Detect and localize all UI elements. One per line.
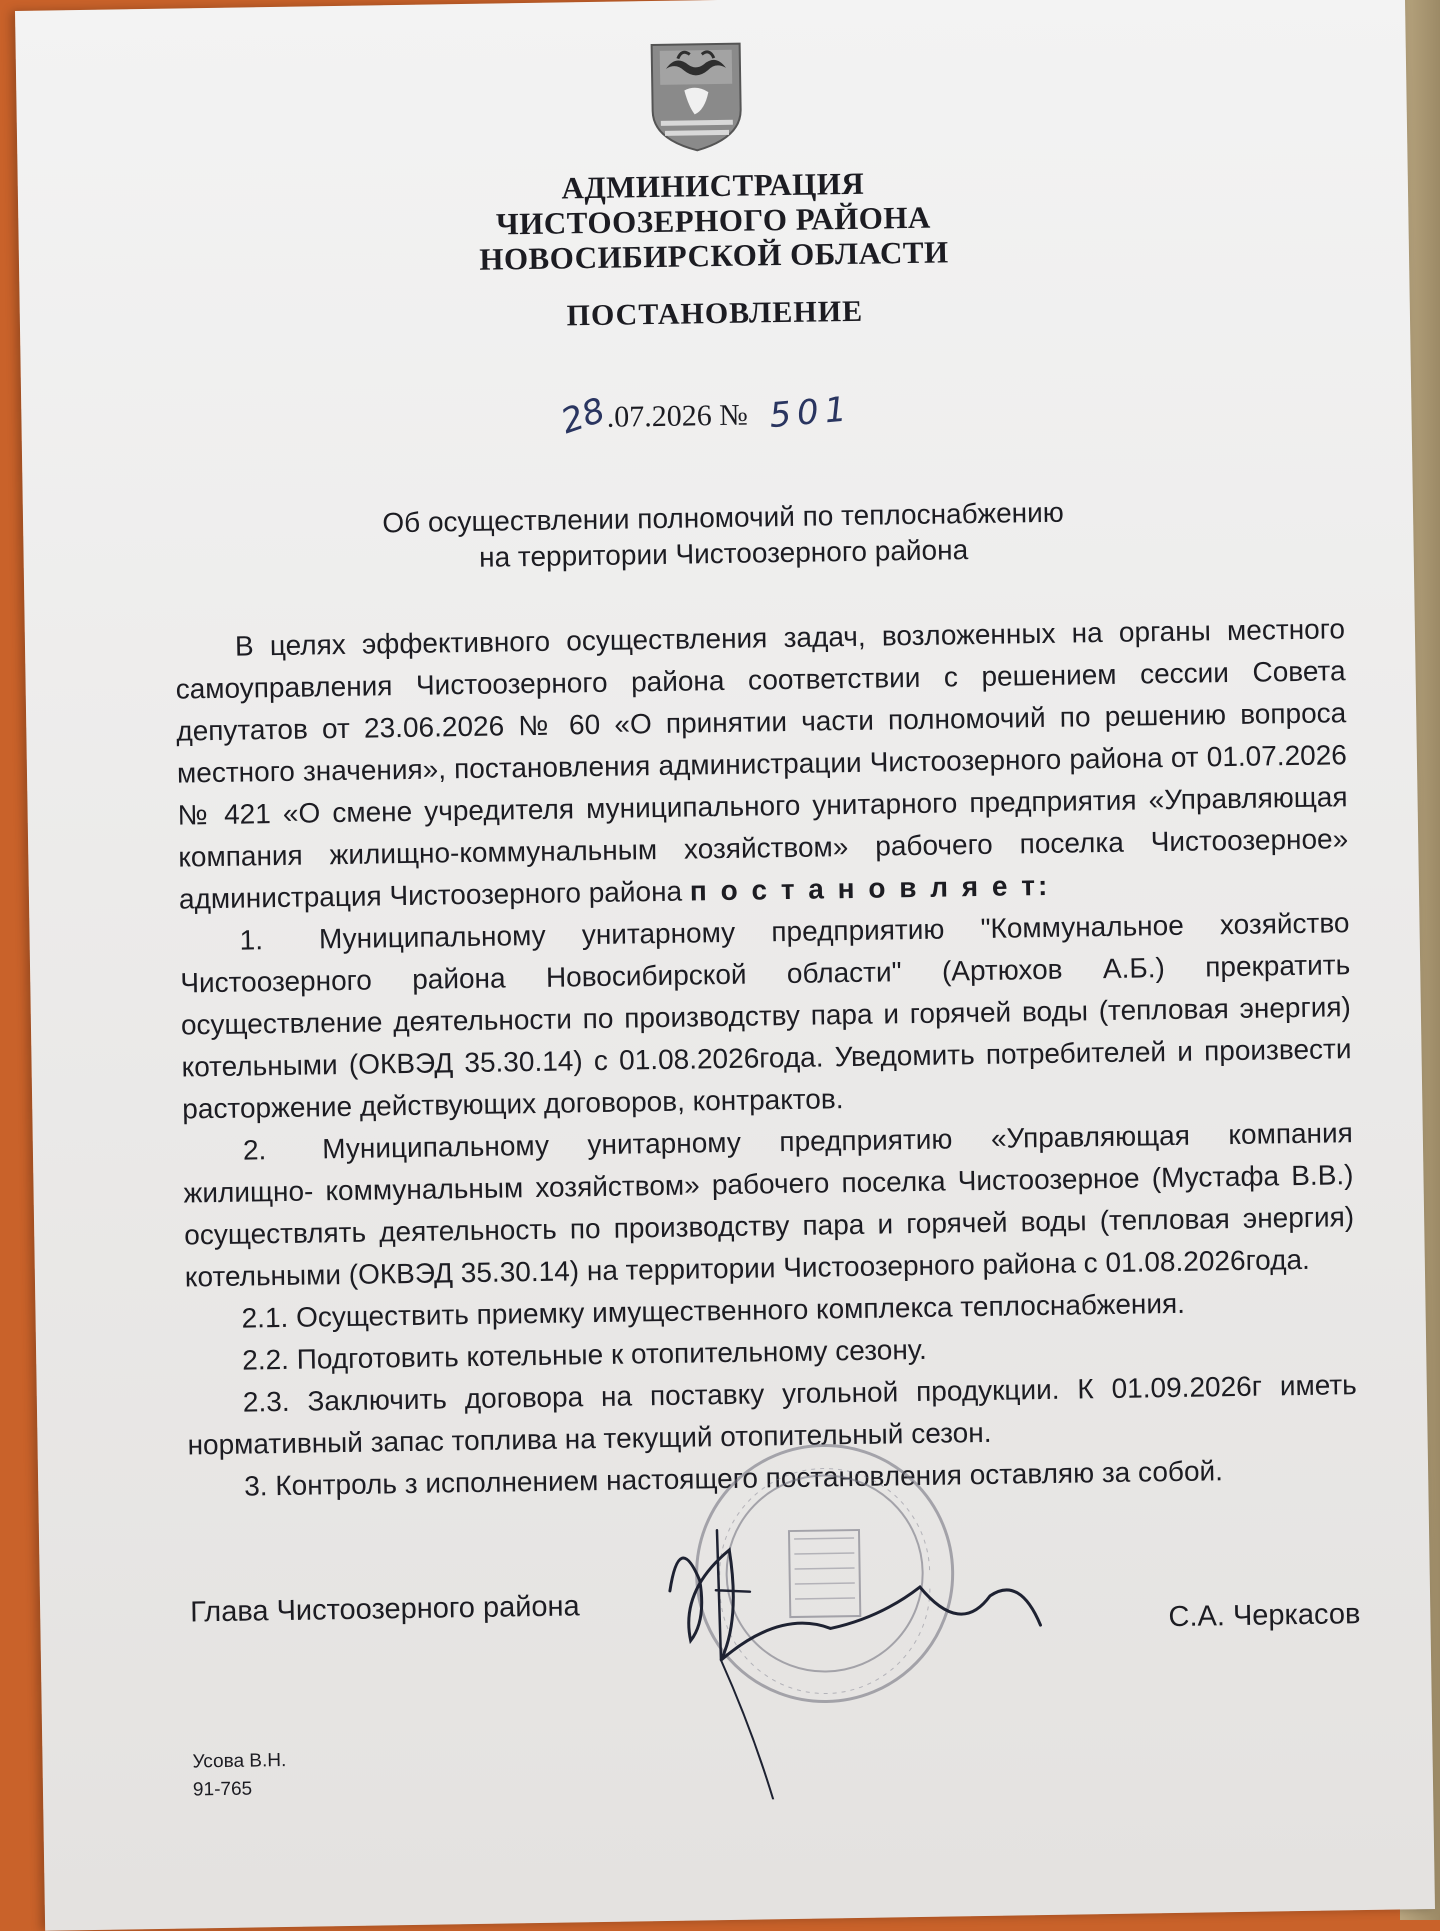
document-type: ПОСТАНОВЛЕНИЕ <box>566 294 864 333</box>
clause-1: 1. Муниципальному унитарному предприятию "Коммунальное хозяйство Чистоозерного района Новосибирской области" (Артюхов А.Б.) прекратить осуществление деятельности по производству пара и горячей воды (тепловая энергия) котельными (ОКВЭД 35.30.14) с 01.08.2026года. Уведомить потребителей и произвести расторжение действующих договоров, контрактов. <box>180 907 1352 1125</box>
preamble-text: В целях эффективного осуществления задач, возложенных на органы местного самоуправления Чистоозерного района соответствии с решением сессии Совета депутатов от 23.06.2026 № 60 «О принятии части полномочий по решению вопроса местного значения», постановления администрации Чистоозерного района от 01.07.2026 № 421 «О смене учредителя муниципального унитарного предприятия «Управляющая компания жилищно-коммунальным хозяйством» рабочего поселка Чистоозерное» администрация Чистоозерного района <box>175 613 1349 915</box>
issuer-line-1: АДМИНИСТРАЦИЯ <box>561 165 865 206</box>
signatory-position: Глава Чистоозерного района <box>189 1590 580 1629</box>
clause-2-2: 2.2. Подготовить котельные к отопительному сезону. <box>241 1333 927 1376</box>
handwritten-day: 28 <box>556 390 611 443</box>
date-number-line <box>556 389 855 443</box>
subject-line-1: Об осуществлении полномочий по теплоснабжению <box>382 496 1064 539</box>
printed-date: .07.2026 № <box>606 398 749 434</box>
coat-of-arms-icon <box>646 40 748 154</box>
issuer-header <box>18 157 1409 284</box>
document-content <box>15 0 1435 1931</box>
document-body <box>175 608 1359 1508</box>
executor-block <box>192 1747 287 1804</box>
executor-phone: 91-765 <box>192 1778 253 1801</box>
handwritten-signature <box>658 1465 1063 1801</box>
handwritten-number: 501 <box>768 389 855 437</box>
clause-2-1: 2.1. Осуществить приемку имущественного комплекса теплоснабжения. <box>241 1287 1186 1334</box>
clause-2: 2. Муниципальному унитарному предприятию «Управляющая компания жилищно- коммунальным хозяйством» рабочего поселка Чистоозерное (Мустафа В.В.) осуществлять деятельность по производству пара и горячей воды (тепловая энергия) котельными (ОКВЭД 35.30.14) на территории Чистоозерного района с 01.08.2026года. <box>183 1117 1355 1293</box>
preamble-paragraph <box>175 608 1349 920</box>
executor-name: Усова В.Н. <box>192 1749 287 1773</box>
issuer-line-3: НОВОСИБИРСКОЙ ОБЛАСТИ <box>479 234 949 277</box>
document-page <box>15 0 1435 1931</box>
resolves-keyword: п о с т а н о в л я е т: <box>689 869 1051 907</box>
subject-line-2: на территории Чистоозерного района <box>478 534 969 573</box>
issuer-line-2: ЧИСТООЗЕРНОГО РАЙОНА <box>495 199 932 242</box>
signatory-name: С.А. Черкасов <box>1168 1598 1361 1634</box>
clause-2-3: 2.3. Заключить договора на поставку угольной продукции. К 01.09.2026г иметь нормативный запас топлива на текущий отопительный сезон. <box>187 1369 1357 1461</box>
clause-3: 3. Контроль з исполнением настоящего постановления оставляю за собой. <box>243 1455 1224 1502</box>
document-subject <box>223 492 1224 580</box>
